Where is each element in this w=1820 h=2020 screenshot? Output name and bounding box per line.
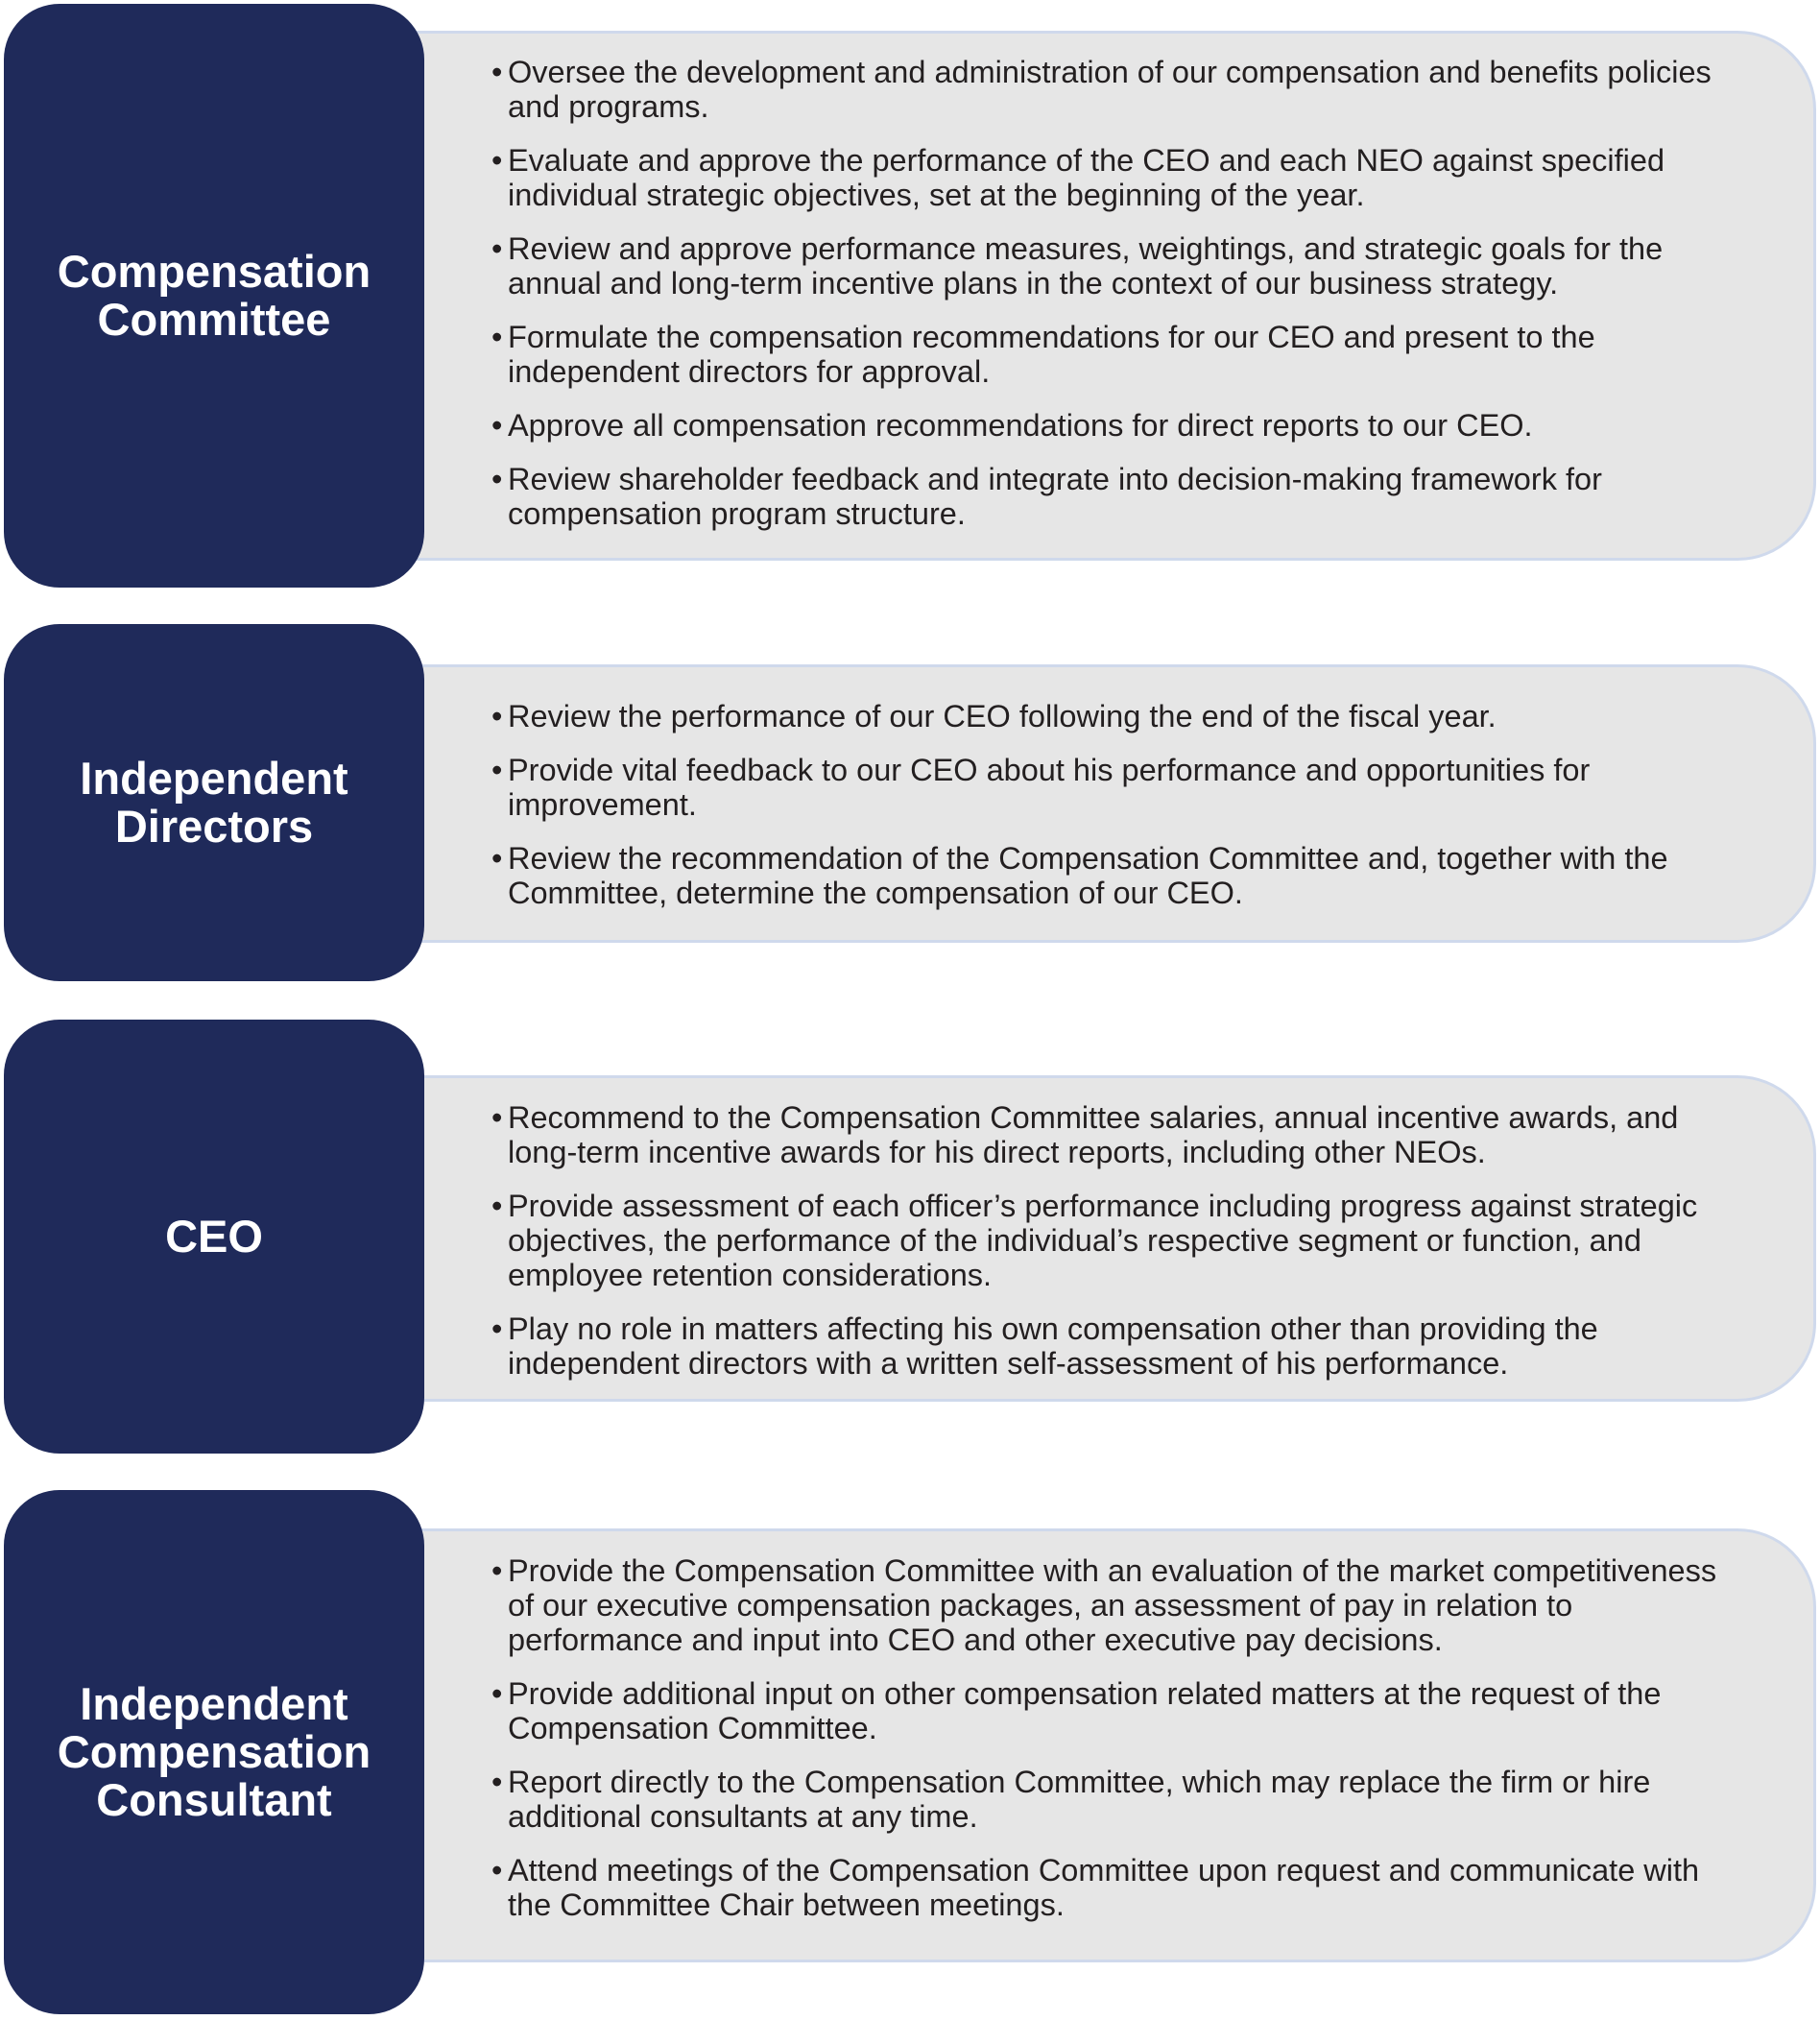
responsibility-item: • Review and approve performance measures, weightings, and strategic goals for the annual and long-term incentive plans in the context of our business strategy. xyxy=(491,231,1739,301)
role-label-line: Directors xyxy=(114,801,314,852)
role-label-line: Committee xyxy=(97,294,331,345)
responsibility-item: • Attend meetings of the Compensation Committee upon request and communicate with the Committee Chair between meetings. xyxy=(491,1853,1739,1922)
role-label-line: CEO xyxy=(165,1211,263,1262)
responsibility-list-independent-compensation-consultant xyxy=(491,1553,1739,1941)
responsibility-item: • Report directly to the Compensation Committee, which may replace the firm or hire additional consultants at any time. xyxy=(491,1765,1739,1834)
responsibility-list-independent-directors xyxy=(491,699,1739,929)
role-label-line: Independent xyxy=(80,753,348,804)
role-label-independent-compensation-consultant xyxy=(4,1490,424,2014)
role-label-line: Compensation xyxy=(57,1726,371,1777)
responsibility-item: • Provide additional input on other compensation related matters at the request of the Compensation Committee. xyxy=(491,1676,1739,1745)
responsibility-list-ceo xyxy=(491,1100,1739,1400)
responsibility-item: • Recommend to the Compensation Committee salaries, annual incentive awards, and long-term incentive awards for his direct reports, including other NEOs. xyxy=(491,1100,1739,1169)
responsibility-item: • Formulate the compensation recommendations for our CEO and present to the independent directors for approval. xyxy=(491,320,1739,389)
responsibility-item: • Approve all compensation recommendations for direct reports to our CEO. xyxy=(491,408,1739,443)
role-label-ceo xyxy=(4,1020,424,1454)
responsibility-item: • Provide vital feedback to our CEO about his performance and opportunities for improvement. xyxy=(491,753,1739,822)
responsibility-item: • Review the performance of our CEO following the end of the fiscal year. xyxy=(491,699,1739,733)
role-label-line: Independent xyxy=(80,1678,348,1729)
role-label-line: Compensation xyxy=(57,246,371,297)
responsibility-item: • Provide assessment of each officer’s performance including progress against strategic objectives, the performance of the individual’s respective segment or function, and employee retention considerations. xyxy=(491,1189,1739,1292)
responsibility-item: • Review the recommendation of the Compensation Committee and, together with the Committee, determine the compensation of our CEO. xyxy=(491,841,1739,910)
responsibility-list-compensation-committee xyxy=(491,55,1739,550)
responsibility-item: • Provide the Compensation Committee with an evaluation of the market competitiveness of our executive compensation packages, an assessment of pay in relation to performance and input into CEO and other executive pay decisions. xyxy=(491,1553,1739,1657)
role-label-line: Consultant xyxy=(96,1774,332,1825)
role-label-compensation-committee xyxy=(4,4,424,588)
role-label-independent-directors xyxy=(4,624,424,981)
responsibility-item: • Evaluate and approve the performance of the CEO and each NEO against specified individual strategic objectives, set at the beginning of the year. xyxy=(491,143,1739,212)
responsibility-item: • Oversee the development and administration of our compensation and benefits policies and programs. xyxy=(491,55,1739,124)
responsibility-item: • Play no role in matters affecting his own compensation other than providing the independent directors with a written self-assessment of his performance. xyxy=(491,1311,1739,1381)
responsibility-item: • Review shareholder feedback and integrate into decision-making framework for compensation program structure. xyxy=(491,462,1739,531)
